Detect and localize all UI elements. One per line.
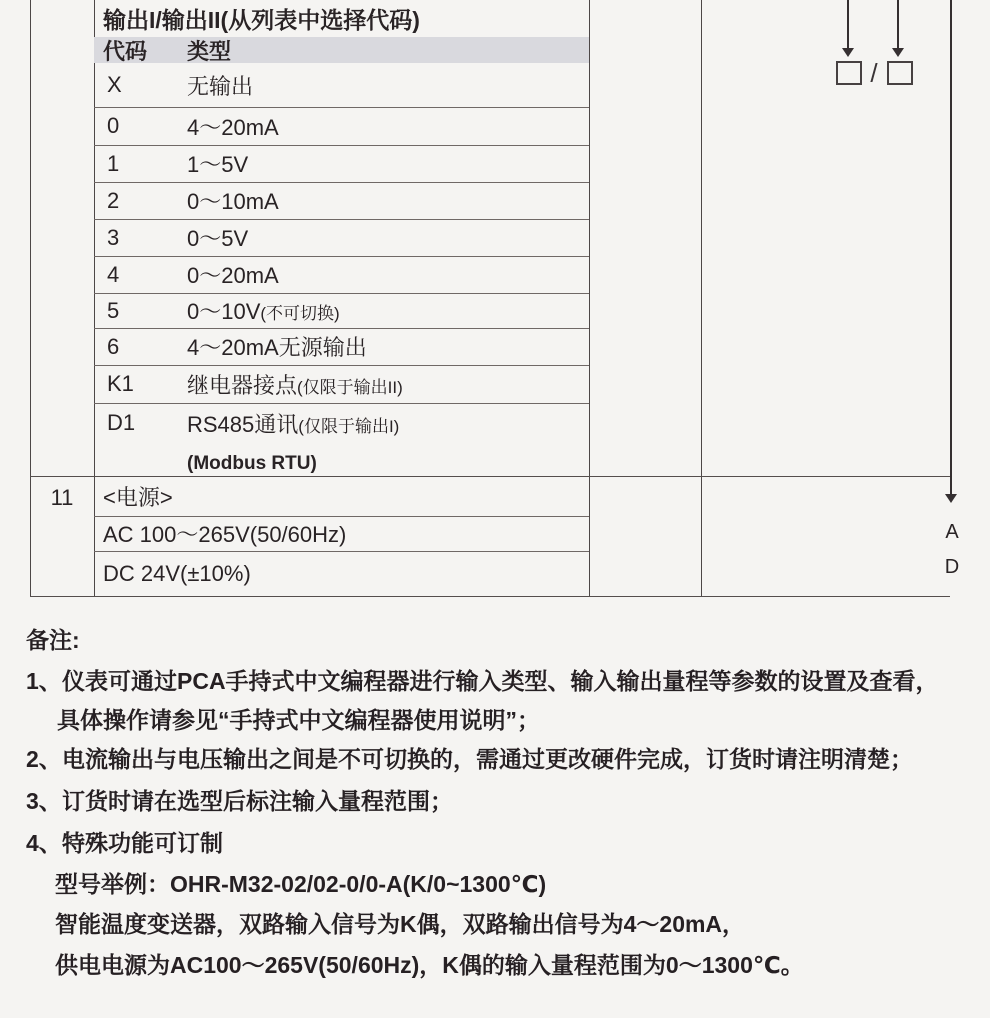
power-option-row xyxy=(94,516,589,551)
type-cell: 0～10mA xyxy=(187,189,279,214)
code-cell: D1 xyxy=(107,410,136,435)
output1-code-box[interactable] xyxy=(836,61,862,85)
output-header-label: 输出I/输出II(从列表中选择代码) xyxy=(103,7,420,33)
type-cell: RS485通讯 xyxy=(187,412,299,437)
code-cell: K1 xyxy=(107,371,134,396)
table-row xyxy=(94,107,589,145)
table-row xyxy=(94,293,589,328)
code-cell: 4 xyxy=(107,261,120,287)
code-cell: 0 xyxy=(107,113,120,138)
output2-code-box[interactable] xyxy=(887,61,913,85)
type-note: (仅限于输出II) xyxy=(297,377,403,397)
row-index-11 xyxy=(30,476,94,596)
table-row xyxy=(94,219,589,256)
table-row xyxy=(94,403,589,476)
code-cell: 3 xyxy=(107,224,120,250)
table-row xyxy=(94,328,589,365)
note-text: 型号举例：OHR-M32-02/02-0/0-A(K/0~1300℃) xyxy=(55,871,547,897)
code-cell: X xyxy=(107,72,122,97)
table-row xyxy=(94,256,589,293)
power-option-ac: AC 100～265V(50/60Hz) xyxy=(103,522,347,547)
note-text: 特殊功能可订制 xyxy=(62,830,223,856)
type-cell: 4～20mA xyxy=(187,114,279,140)
note-item xyxy=(26,741,913,774)
output-section-header xyxy=(94,0,589,37)
model-example-line xyxy=(55,947,804,980)
blank-col-divider xyxy=(701,0,702,596)
table-bottom-border xyxy=(30,596,950,597)
output2-arrowhead-icon xyxy=(892,48,904,57)
type-cell: 1～5V xyxy=(187,152,249,177)
table-row xyxy=(94,365,589,403)
power-title-row xyxy=(94,476,589,516)
output1-arrowhead-icon xyxy=(842,48,854,57)
power-arrow-line xyxy=(950,0,952,494)
type-cell: 0～20mA xyxy=(187,263,279,288)
code-column-header: 代码 xyxy=(103,38,148,64)
table-row xyxy=(94,145,589,182)
power-option-dc: DC 24V(±10%) xyxy=(103,560,251,586)
note-number: 3、 xyxy=(26,788,62,814)
code-cell: 2 xyxy=(107,187,120,213)
type-cell: 4～20mA无源输出 xyxy=(187,335,367,360)
code-cell: 5 xyxy=(107,297,120,323)
type-cell: 继电器接点 xyxy=(187,372,298,398)
power-arrowhead-icon xyxy=(945,494,957,503)
type-note: (仅限于输出I) xyxy=(298,417,400,436)
note-number: 1、 xyxy=(26,668,62,694)
code-cell: 6 xyxy=(107,333,120,359)
note-item xyxy=(26,825,223,858)
table-row xyxy=(94,63,589,107)
note-item xyxy=(26,783,453,816)
model-example-line xyxy=(55,906,745,939)
type-cell: 无输出 xyxy=(187,73,254,99)
note-text: 智能温度变送器，双路输入信号为K偶，双路输出信号为4～20mA， xyxy=(55,911,746,937)
type-column-header: 类型 xyxy=(187,38,232,64)
note-text: 供电电源为AC100～265V(50/60Hz)，K偶的输入量程范围为0～1300℃。 xyxy=(55,952,804,978)
type-extra-line: (Modbus RTU) xyxy=(187,453,317,474)
type-col-right-border xyxy=(589,0,590,596)
type-note: (不可切换) xyxy=(260,304,340,323)
note-number: 2、 xyxy=(26,746,62,772)
output1-arrow-line xyxy=(847,0,849,48)
note-item xyxy=(26,663,939,696)
note-text: 电流输出与电压输出之间是不可切换的，需通过更改硬件完成，订货时请注明清楚； xyxy=(62,746,913,772)
power-code-a: A xyxy=(945,521,959,543)
note-text: 订货时请在选型后标注输入量程范围； xyxy=(62,788,453,814)
column-header-row xyxy=(94,37,589,63)
row-index-label: 11 xyxy=(50,485,74,510)
model-example-line xyxy=(55,866,546,899)
note-number: 4、 xyxy=(26,830,62,856)
power-option-row xyxy=(94,551,589,596)
note-item-continued xyxy=(57,702,540,735)
box-separator: / xyxy=(870,57,878,88)
table-row xyxy=(94,182,589,219)
notes-heading: 备注: xyxy=(26,627,80,653)
code-cell: 1 xyxy=(107,150,120,176)
note-text: 具体操作请参见“手持式中文编程器使用说明”； xyxy=(57,707,540,733)
power-code-d: D xyxy=(944,556,960,578)
note-text: 仪表可通过PCA手持式中文编程器进行输入类型、输入输出量程等参数的设置及查看， xyxy=(62,668,939,694)
type-cell: 0～10V xyxy=(187,299,261,324)
output2-arrow-line xyxy=(897,0,899,48)
power-title: <电源> xyxy=(103,484,173,510)
type-cell: 0～5V xyxy=(187,226,249,251)
